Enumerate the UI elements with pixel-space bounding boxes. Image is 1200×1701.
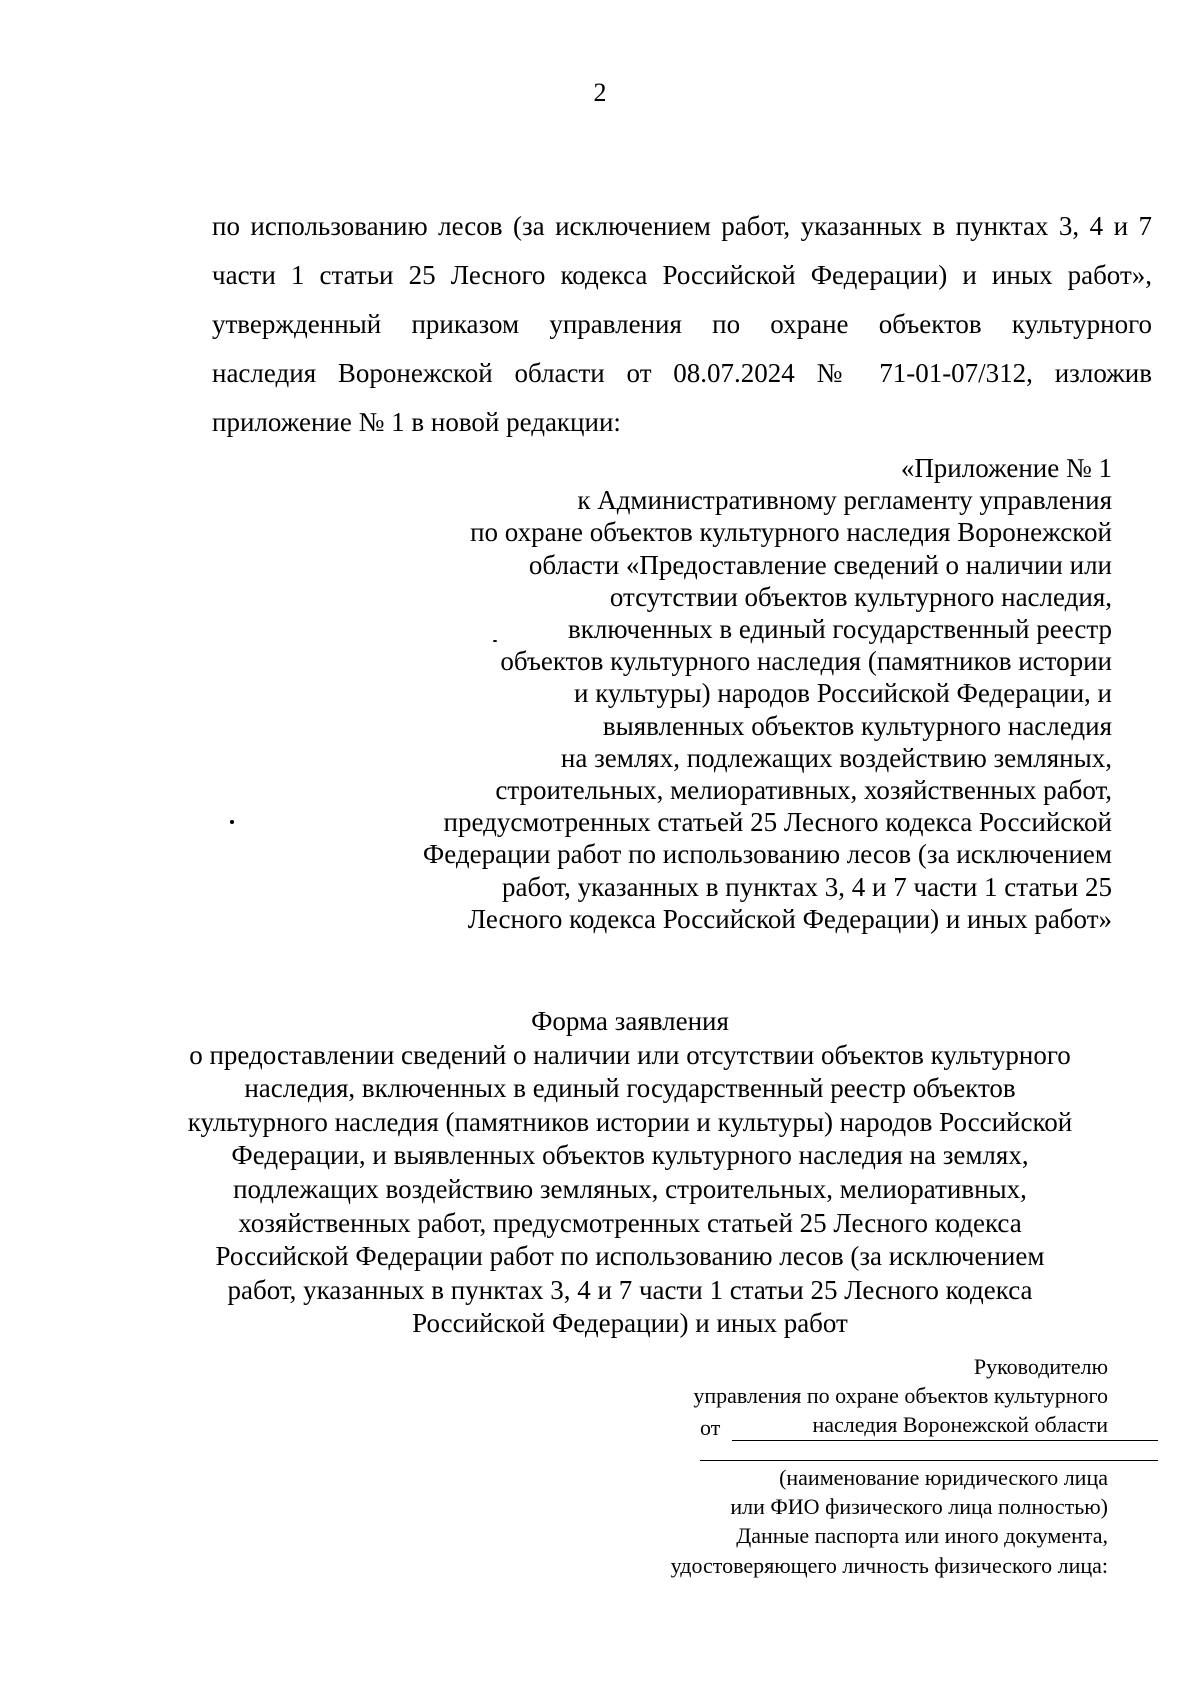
body-line: части 1 статьи 25 Лесного кодекса Российской Федерации) и иных работ»,: [212, 260, 1152, 290]
appendix-line: отсутствии объектов культурного наследия,: [609, 581, 1112, 612]
appendix-line: предусмотренных статьей 25 Лесного кодекса Российской: [443, 807, 1112, 838]
appendix-line: области «Предоставление сведений о наличии или: [528, 549, 1112, 580]
from-blank-line[interactable]: [732, 1420, 1158, 1441]
appendix-line: выявленных объектов культурного наследия: [602, 710, 1112, 741]
form-title-line: Федерации, и выявленных объектов культурного наследия на землях,: [231, 1140, 1029, 1171]
appendix-line: работ, указанных в пунктах 3, 4 и 7 части 1 статьи 25: [502, 871, 1112, 902]
applicant-line: удостоверяющего личность физического лица:: [670, 1552, 1108, 1578]
applicant-line: Данные паспорта или иного документа,: [736, 1523, 1108, 1549]
scan-speck: [230, 820, 234, 824]
form-title-line: Форма заявления: [531, 1006, 729, 1036]
appendix-line: Федерации работ по использованию лесов (за исключением: [422, 839, 1112, 870]
body-paragraph: [212, 202, 1152, 447]
form-title-line: подлежащих воздействию земляных, строительных, мелиоративных,: [233, 1173, 1027, 1204]
form-title-line: о предоставлении сведений о наличии или отсутствии объектов культурного: [189, 1039, 1071, 1070]
addressee-line: Руководителю: [973, 1354, 1108, 1379]
applicant-line: или ФИО физического лица полностью): [730, 1494, 1108, 1520]
appendix-line: по охране объектов культурного наследия Воронежской: [470, 517, 1112, 548]
page-number: 2: [593, 78, 607, 107]
from-label: от: [700, 1415, 721, 1440]
body-line: наследия Воронежской области от 08.07.2024 № 71-01-07/312, изложив: [212, 358, 1152, 388]
form-title-line: работ, указанных в пунктах 3, 4 и 7 части 1 статьи 25 Лесного кодекса: [227, 1274, 1033, 1305]
appendix-line: на землях, подлежащих воздействию земляных,: [560, 742, 1112, 773]
form-title-line: наследия, включенных в единый государственный реестр объектов: [244, 1073, 1016, 1104]
addressee-line: управления по охране объектов культурного: [693, 1383, 1108, 1408]
body-line: приложение № 1 в новой редакции:: [212, 407, 621, 437]
form-title-line: хозяйственных работ, предусмотренных статьей 25 Лесного кодекса: [238, 1207, 1022, 1238]
appendix-line: «Приложение № 1: [900, 453, 1112, 483]
appendix-line: строительных, мелиоративных, хозяйственных работ,: [495, 775, 1112, 806]
form-title-line: Российской Федерации) и иных работ: [412, 1308, 848, 1339]
appendix-header: [352, 452, 1112, 935]
appendix-line: к Административному регламенту управления: [577, 485, 1112, 516]
body-line: утвержденный приказом управления по охране объектов культурного: [212, 309, 1152, 339]
applicant-blank-line[interactable]: [700, 1460, 1158, 1461]
appendix-line: Лесного кодекса Российской Федерации) и иных работ»: [467, 903, 1112, 934]
form-title-line: культурного наследия (памятников истории и культуры) народов Российской: [187, 1106, 1073, 1137]
applicant-block: [408, 1463, 1108, 1580]
addressee-line: наследия Воронежской области: [812, 1412, 1108, 1437]
form-title-line: Российской Федерации работ по использованию лесов (за исключением: [215, 1241, 1045, 1272]
body-line: по использованию лесов (за исключением работ, указанных в пунктах 3, 4 и 7: [212, 211, 1152, 241]
appendix-line: и культуры) народов Российской Федерации, и: [574, 678, 1112, 709]
form-title: [150, 1005, 1110, 1341]
from-row: [700, 1415, 1158, 1441]
appendix-line: включенных в единый государственный реестр: [567, 614, 1112, 645]
scan-speck: [493, 640, 497, 642]
appendix-line: объектов культурного наследия (памятников истории: [500, 646, 1112, 677]
applicant-line: (наименование юридического лица: [779, 1465, 1108, 1490]
